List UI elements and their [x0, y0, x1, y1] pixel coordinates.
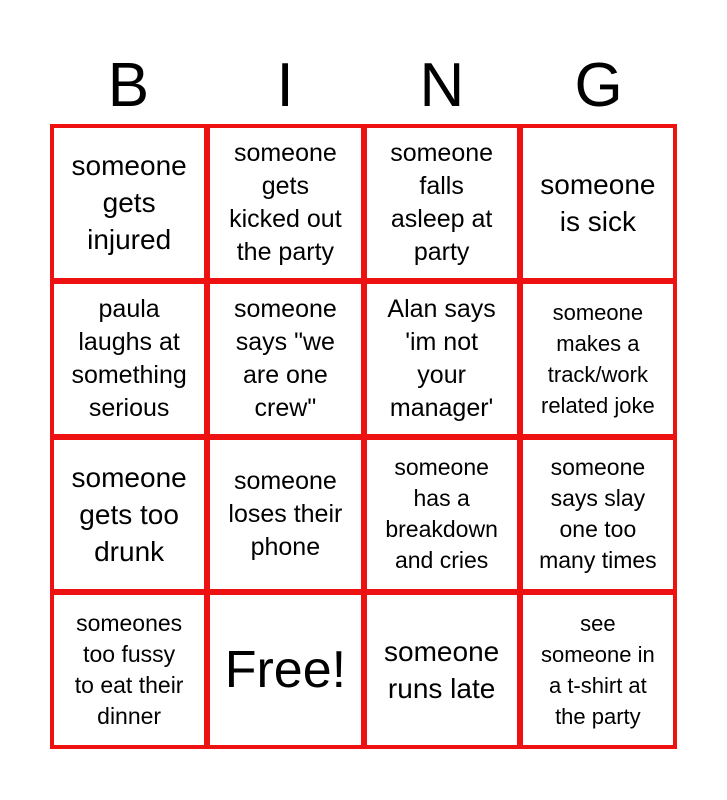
bingo-cell-text: see someone in a t-shirt at the party: [541, 611, 655, 730]
bingo-cell-13[interactable]: [54, 595, 204, 745]
header-letter-n: N: [419, 51, 465, 120]
header-letter-i: I: [276, 51, 294, 120]
free-space-text: Free!: [224, 641, 347, 700]
bingo-cell-text: someone has a breakdown and cries: [385, 454, 498, 574]
header-letter-g: G: [574, 51, 623, 120]
bingo-cell-8[interactable]: [523, 284, 673, 434]
bingo-cell-text: someone says slay one too many times: [539, 454, 657, 574]
bingo-cell-12[interactable]: [523, 440, 673, 590]
bingo-cell-text: Alan says 'im not your manager': [387, 294, 496, 422]
bingo-cell-11[interactable]: [367, 440, 517, 590]
bingo-cell-text: someone falls asleep at party: [390, 138, 494, 266]
bingo-cell-text: someone loses their phone: [228, 466, 343, 561]
bingo-header: [50, 52, 677, 120]
bingo-cell-16[interactable]: [523, 595, 673, 745]
bingo-cell-text: someones too fussy to eat their dinner: [74, 610, 184, 730]
bingo-cell-4[interactable]: [523, 128, 673, 278]
bingo-cell-free[interactable]: [210, 595, 360, 745]
bingo-cell-text: someone says "we are one crew": [233, 294, 337, 422]
bingo-cell-10[interactable]: [210, 440, 360, 590]
bingo-cell-7[interactable]: [367, 284, 517, 434]
bingo-cell-text: someone gets injured: [71, 150, 187, 256]
bingo-cell-text: someone is sick: [540, 168, 656, 237]
header-letter-b: B: [107, 51, 150, 120]
bingo-cell-5[interactable]: [54, 284, 204, 434]
bingo-cell-text: someone makes a track/work related joke: [541, 299, 655, 418]
bingo-cell-text: someone gets too drunk: [71, 461, 187, 567]
bingo-cell-15[interactable]: [367, 595, 517, 745]
bingo-cell-text: someone runs late: [384, 636, 500, 705]
bingo-cell-9[interactable]: [54, 440, 204, 590]
bingo-cell-1[interactable]: [54, 128, 204, 278]
bingo-cell-text: paula laughs at something serious: [71, 294, 187, 422]
bingo-cell-2[interactable]: [210, 128, 360, 278]
bingo-cell-3[interactable]: [367, 128, 517, 278]
bingo-board: [50, 124, 677, 749]
bingo-cell-6[interactable]: [210, 284, 360, 434]
bingo-cell-text: someone gets kicked out the party: [229, 138, 342, 266]
